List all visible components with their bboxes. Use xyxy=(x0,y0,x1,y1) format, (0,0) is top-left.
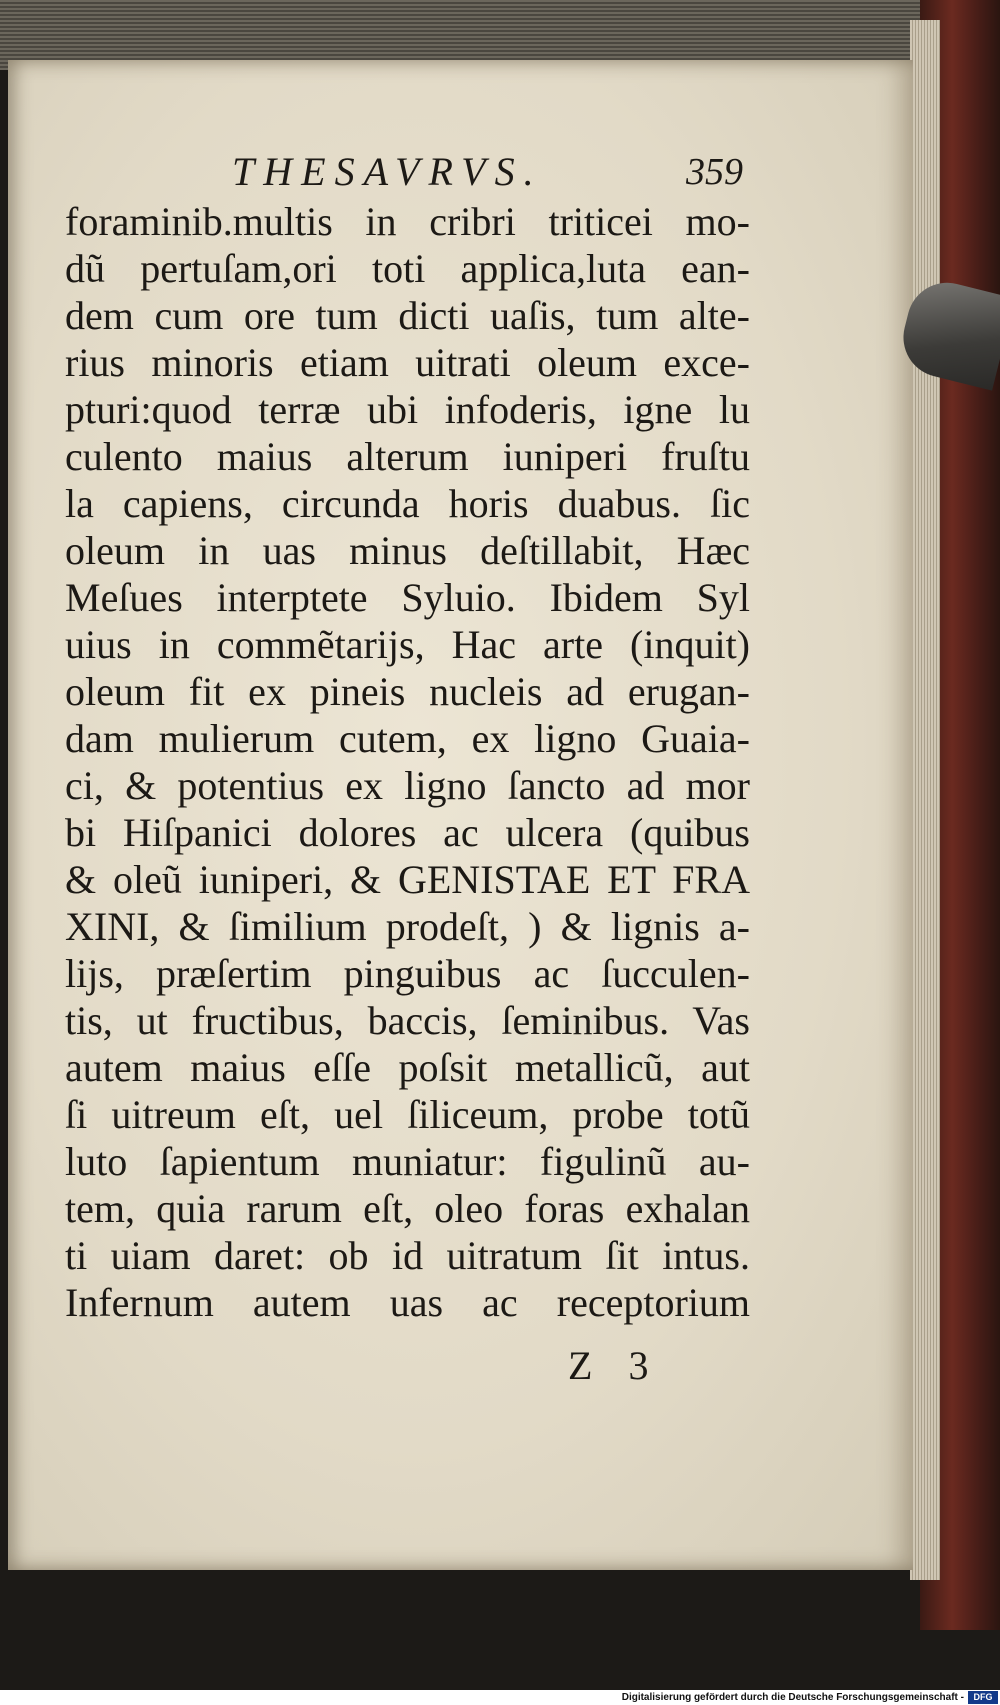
text-line: oleum fit ex pineis nucleis ad erugan- xyxy=(65,669,750,714)
text-line: ti uiam daret: ob id uitratum ſit intus. xyxy=(65,1233,750,1278)
text-line: foraminib.multis in cribri triticei mo- xyxy=(65,199,750,244)
text-line: dũ pertuſam,ori toti applica,luta ean- xyxy=(65,246,750,291)
text-line: bi Hiſpanici dolores ac ulcera (quibus xyxy=(65,810,750,855)
text-line: pturi:quod terræ ubi infoderis, igne lu xyxy=(65,387,750,432)
signature-number: 3 xyxy=(628,1343,649,1388)
text-line: culento maius alterum iuniperi fruſtu xyxy=(65,434,750,479)
signature-letter: Z xyxy=(568,1343,593,1388)
footer-bar xyxy=(0,1690,1000,1705)
page-number: 359 xyxy=(686,151,743,193)
text-line: Infernum autem uas ac receptorium xyxy=(65,1280,750,1325)
text-line: autem maius eſſe poſsit metallicũ, aut xyxy=(65,1045,750,1090)
dfg-logo: DFG xyxy=(968,1691,998,1704)
text-line: luto ſapientum muniatur: figulinũ au- xyxy=(65,1139,750,1184)
text-line: tis, ut fructibus, baccis, ſeminibus. Vas xyxy=(65,998,750,1043)
signature-mark xyxy=(568,1342,648,1389)
text-line: oleum in uas minus deſtillabit, Hæc xyxy=(65,528,750,573)
text-line: & oleũ iuniperi, & GENISTAE ET FRA xyxy=(65,857,750,902)
text-line: rius minoris etiam uitrati oleum exce- xyxy=(65,340,750,385)
page-stack-fore-edge xyxy=(910,20,940,1580)
text-line: XINI, & ſimilium prodeſt, ) & lignis a- xyxy=(65,904,750,949)
text-line: Meſues interptete Syluio. Ibidem Syl xyxy=(65,575,750,620)
text-line: la capiens, circunda horis duabus. ſic xyxy=(65,481,750,526)
text-line: dam mulierum cutem, ex ligno Guaia- xyxy=(65,716,750,761)
funding-credit: Digitalisierung gefördert durch die Deutsche Forschungsgemeinschaft - xyxy=(621,1692,964,1703)
text-line: ci, & potentius ex ligno ſancto ad mor xyxy=(65,763,750,808)
text-line: dem cum ore tum dicti uaſis, tum alte- xyxy=(65,293,750,338)
body-text xyxy=(65,198,750,1326)
text-line: tem, quia rarum eſt, oleo foras exhalan xyxy=(65,1186,750,1231)
running-header: THESAVRVS. xyxy=(232,149,543,194)
text-line: ſi uitreum eſt, uel ſiliceum, probe totũ xyxy=(65,1092,750,1137)
text-line: uius in commẽtarijs, Hac arte (inquit) xyxy=(65,622,750,667)
text-line: lijs, præſertim pinguibus ac ſucculen- xyxy=(65,951,750,996)
